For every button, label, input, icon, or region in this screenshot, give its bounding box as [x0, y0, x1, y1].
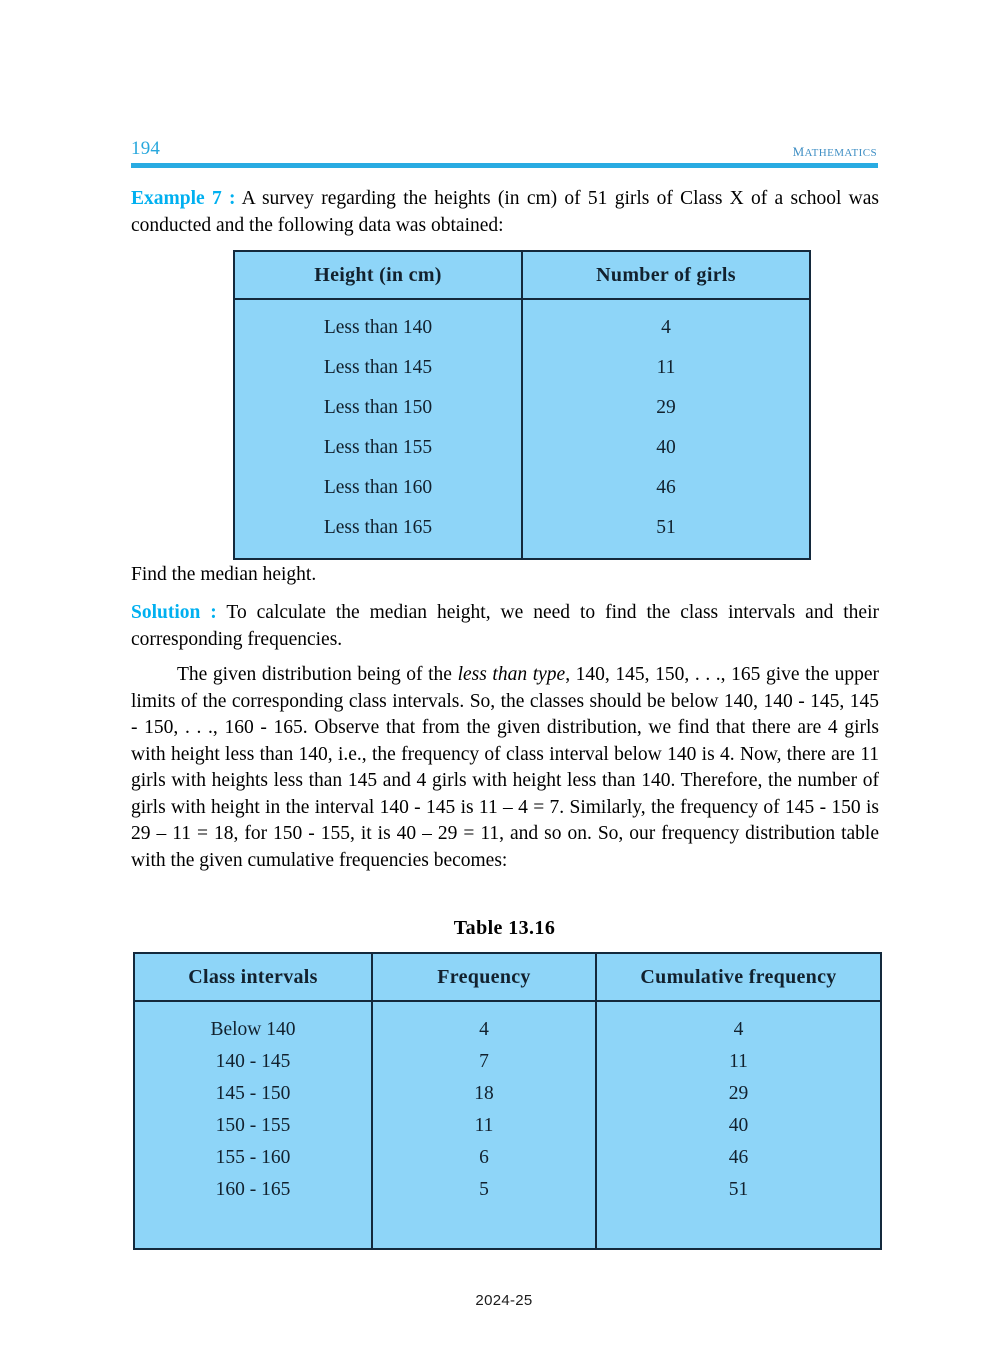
column-header-number-of-girls: Number of girls — [522, 251, 810, 299]
table-heights — [233, 250, 811, 560]
example-label: Example 7 : — [131, 188, 236, 209]
table-row — [234, 299, 810, 348]
table-caption: Table 13.16 — [453, 917, 556, 939]
cell-cumulative-frequency: 4 — [596, 1001, 881, 1046]
cell-count: 46 — [522, 468, 810, 508]
cell-cumulative-frequency: 51 — [596, 1174, 881, 1249]
find-median-line: Find the median height. — [131, 564, 317, 585]
explanation-part-2: , 140, 145, 150, . . ., 165 give the upper limits of the corresponding class intervals. So, the classes should be below 140, 140 - 145, 145 - 150, . . ., 160 - 165. Observe that from the given distribution, we find that there are 4 girls with height less than 140, i.e., the frequency of class interval below 140 is 4. Now, there are 11 girls with heights less than 145 and 4 girls with height less than 140. Therefore, the number of girls with height in the interval 140 - 145 is 11 – 4 = 7. Similarly, the frequency of 145 - 150 is 29 – 11 = 18, for 150 - 155, it is 40 – 29 = 11, and so on. So, our frequency distribution table with the given cumulative frequencies becomes: — [131, 664, 880, 871]
table-row — [134, 1001, 881, 1046]
solution-label: Solution : — [131, 602, 217, 623]
table-row — [234, 348, 810, 388]
table-row — [234, 508, 810, 559]
table-header-row — [134, 953, 881, 1001]
solution-text: To calculate the median height, we need to find the class intervals and their corresponding frequencies. — [131, 602, 880, 650]
table-row — [134, 1142, 881, 1174]
cell-frequency: 7 — [372, 1046, 596, 1078]
cell-class-interval: Below 140 — [134, 1001, 372, 1046]
table-row — [234, 468, 810, 508]
table-header-row — [234, 251, 810, 299]
cell-cumulative-frequency: 40 — [596, 1110, 881, 1142]
cell-count: 51 — [522, 508, 810, 559]
table-row — [234, 388, 810, 428]
column-header-frequency: Frequency — [372, 953, 596, 1001]
cell-frequency: 4 — [372, 1001, 596, 1046]
example-text: A survey regarding the heights (in cm) of 51 girls of Class X of a school was conducted and the following data was obtained: — [131, 188, 879, 236]
cell-height: Less than 140 — [234, 299, 522, 348]
cell-height: Less than 155 — [234, 428, 522, 468]
cell-frequency: 6 — [372, 1142, 596, 1174]
cell-cumulative-frequency: 46 — [596, 1142, 881, 1174]
cell-count: 29 — [522, 388, 810, 428]
column-header-cumulative-frequency: Cumulative frequency — [596, 953, 881, 1001]
cell-height: Less than 145 — [234, 348, 522, 388]
cell-count: 11 — [522, 348, 810, 388]
cell-count: 40 — [522, 428, 810, 468]
cell-count: 4 — [522, 299, 810, 348]
running-head — [131, 138, 877, 164]
table-row — [134, 1174, 881, 1249]
cell-class-interval: 155 - 160 — [134, 1142, 372, 1174]
cell-frequency: 5 — [372, 1174, 596, 1249]
cell-class-interval: 160 - 165 — [134, 1174, 372, 1249]
cell-frequency: 18 — [372, 1078, 596, 1110]
cell-height: Less than 150 — [234, 388, 522, 428]
explanation-paragraph — [131, 662, 879, 874]
table-row — [134, 1110, 881, 1142]
column-header-height: Height (in cm) — [234, 251, 522, 299]
cell-class-interval: 150 - 155 — [134, 1110, 372, 1142]
cell-frequency: 11 — [372, 1110, 596, 1142]
book-title: mathematics — [792, 140, 877, 161]
cell-class-interval: 145 - 150 — [134, 1078, 372, 1110]
page-number: 194 — [131, 138, 161, 159]
column-header-class-intervals: Class intervals — [134, 953, 372, 1001]
cell-cumulative-frequency: 11 — [596, 1046, 881, 1078]
solution-paragraph — [131, 600, 879, 653]
table-13-16 — [133, 952, 882, 1250]
cell-height: Less than 160 — [234, 468, 522, 508]
explanation-italic-phrase: less than type — [457, 664, 566, 685]
cell-class-interval: 140 - 145 — [134, 1046, 372, 1078]
example-paragraph — [131, 186, 879, 239]
page-footer: 2024-25 — [475, 1292, 533, 1309]
table-row — [134, 1078, 881, 1110]
table-row — [134, 1046, 881, 1078]
table-row — [234, 428, 810, 468]
explanation-part-1: The given distribution being of the — [177, 664, 458, 685]
cell-cumulative-frequency: 29 — [596, 1078, 881, 1110]
header-rule — [131, 163, 878, 168]
cell-height: Less than 165 — [234, 508, 522, 559]
